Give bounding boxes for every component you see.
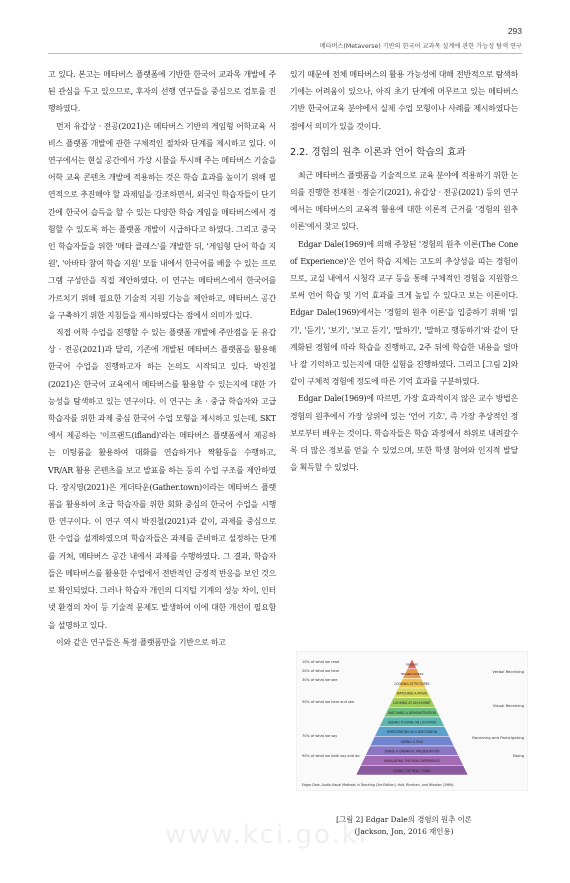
- right-column-intro: [290, 66, 518, 135]
- cone-tier-label: LOOKING AT AN EXHIBIT: [393, 701, 431, 706]
- right-column-body: [290, 167, 518, 477]
- cone-tier-label: WATCHING A DEMONSTRATION: [388, 710, 436, 715]
- retention-label: 50% of what we hear and see: [302, 700, 355, 704]
- header-divider: [48, 53, 522, 54]
- learning-mode-label: Visual Receiving: [493, 703, 524, 708]
- learning-mode-label: Doing: [512, 753, 524, 758]
- paragraph: 최근 메타버스 플랫폼을 기술적으로 교육 분야에 적용하기 위한 논의를 진행한 전재천 · 정순기(2021), 유갑상 · 전공(2021) 등의 연구에서는 메타버스의 교육적 활용에 대한 이론적 근거를 '경험의 원추 이론'에서 찾고 있다.: [290, 170, 518, 232]
- paragraph: 있기 때문에 전체 메타버스의 활용 가능성에 대해 전반적으로 탐색하기에는 어려움이 있으나, 아직 초기 단계에 머무르고 있는 메타버스 기반 한국어교육 분야에서 실제 수업 모형이나 사례를 제시하였다는 점에서 의미가 있을 것이다.: [290, 70, 518, 131]
- cone-tier-label: READING: [406, 663, 418, 667]
- retention-label: 30% of what we see: [302, 678, 338, 682]
- retention-label: 10% of what we read: [302, 660, 340, 664]
- cone-tier-label: PARTICIPATING IN A DISCUSSION: [386, 730, 438, 735]
- watermark: www.kci.go.kr: [165, 820, 372, 850]
- cone-diagram: [296, 651, 528, 791]
- paragraph: Edgar Dale(1969)에 의해 주창된 '경험의 원추 이론(The Cone of Experience)'은 언어 학습 지체는 고도의 추상성을 띠는 경험이므로, 교실 내에서 시청각 교구 등을 통해 구체적인 경험을 지원함으로써 언어 학습 및 기억 효과를 크게 높일 수 있다고 보는 이론이다. Edgar Dale(1969)에서는 '경험의 원추 이론'을 입증하기 위해 '읽기', '듣기', '보기', '보고 듣기', '말하기', '말하고 행동하기'와 같이 단계화된 경험에 따라 학습을 진행하고, 2주 뒤에 학습한 내용을 얼마나 잘 기억하고 있는지에 대한 실험을 진행하였다. 그리고 [그림 2]와 같이 구체적 경험에 정도에 따른 기억 효과를 구분하였다.: [290, 239, 518, 387]
- cone-tier-label: DOING THE REAL THING: [393, 768, 431, 773]
- retention-label: 70% of what we say: [302, 734, 338, 738]
- paragraph: 이와 같은 연구들은 특정 플랫폼만을 기반으로 하고: [56, 637, 226, 647]
- figure-source: Edgar Dale, Audio-Visual Methods in Teaching (3rd Edition), Holt, Rinehart, and Winston (1969).: [302, 783, 455, 787]
- section-heading: 2.2. 경험의 원추 이론과 언어 학습의 효과: [290, 146, 466, 158]
- paragraph: Edgar Dale(1969)에 따르면, 가장 효과적이지 않은 교수 방법은 경험의 원추에서 가장 상위에 있는 '언어 기호', 즉 가장 추상적인 정보로부터 배우는 것이다. 학습자들은 학습 과정에서 하위로 내려갈수록 더 많은 정보를 얻을 수 있었으며, 또한 학생 참여와 인지적 발달을 획득할 수 있었다.: [290, 394, 518, 473]
- retention-label: 20% of what we hear: [302, 669, 340, 673]
- running-title: 메타버스(Metaverse) 기반의 한국어 교과목 설계에 관한 가능성 탐색 연구: [319, 43, 522, 50]
- retention-label: 90% of what we both say and do: [302, 754, 360, 758]
- paragraph: 고 있다. 본고는 메타버스 플랫폼에 기반한 한국어 교과목 개발에 주된 관심을 두고 있으므로, 후자의 선행 연구들을 중심으로 검토를 진행하였다.: [48, 70, 276, 114]
- cone-tier-label: HEARING WORDS: [400, 673, 424, 677]
- cone-tier-label: WATCHING A MOVIE: [396, 691, 428, 696]
- cone-tier-label: LOOKING AT PICTURES: [394, 681, 430, 686]
- right-column: [290, 66, 518, 476]
- cone-tier-label: DOING A DRAMATIC PRESENTATION: [384, 749, 440, 754]
- cone-tier-label: SIMULATING THE REAL EXPERIENCE: [384, 759, 440, 764]
- cone-tier-label: SEEING IT DONE ON LOCATION: [388, 720, 436, 725]
- paragraph: 먼저 유갑상 · 전공(2021)은 메타버스 기반의 게임형 어학교육 서비스 플랫폼 개발에 관한 구체적인 절차와 단계를 제시하고 있다. 이 연구에서는 현실 공간에서 가상 시뮬을 투시해 주는 메타버스 기술을 어학 교육 콘텐츠 개발에 적용하는 것은 학습 효과를 높이기 위해 필연적으로 추진해야 할 과제임을 강조하면서, 외국인 학습자들이 단기간에 한국어 습득을 할 수 있는 다양한 학습 게임을 메타버스에서 경험할 수 있도록 하는 플랫폼 개발이 시급하다고 하였다. 그리고 중국인 학습자들을 위한 '메타 클래스'를 개발한 뒤, '게임형 단어 학습 지원', '아바타 참여 학습 지원' 모듈 내에서 한국어를 배울 수 있는 프로그램 구성안을 직접 제안하였다. 이 연구는 메타버스에서 한국어를 가르치기 위해 필요한 기술적 지원 기능을 제안하고, 메타버스 공간을 구축하기 위한 지침들을 제시하였다는 점에서 의미가 있다.: [48, 121, 276, 320]
- left-column: [48, 66, 276, 651]
- figure-caption-citation: (Jackson, Jon, 2016 재인용): [354, 827, 454, 836]
- figure-caption-title: [그림 2] Edgar Dale의 경험의 원추 이론: [336, 815, 472, 824]
- learning-mode-label: Verbal Receiving: [492, 669, 524, 674]
- page-number: 293: [507, 26, 522, 36]
- cone-tier-label: GIVING A TALK: [400, 739, 424, 744]
- learning-mode-label: Receiving and Participating: [472, 735, 524, 740]
- paragraph: 직접 어학 수업을 진행할 수 있는 플랫폼 개발에 주안점을 둔 유갑상 · 전공(2021)과 달리, 기존에 개발된 메타버스 플랫폼을 활용해 한국어 수업을 진행하고자 하는 논의도 시작되고 있다. 박진철(2021)은 한국어 교육에서 메타버스를 활용할 수 있는지에 대한 가능성을 탐색하고 있는 연구이다. 이 연구는 초 · 중급 학습자와 고급 학습자를 위한 과제 중심 한국어 수업 모형을 제시하고 있는데, SKT에서 제공하는 '이프랜드(ifland)'라는 메타버스 플랫폼에서 제공하는 미팅룸을 활용하여 대화를 연습하거나 짝활동을 수행하고, VR/AR 활용 콘텐츠를 보고 발표를 하는 등의 수업 구조를 제안하였다. 장지영(2021)은 게더타운(Gather.town)이라는 메타버스 플랫폼을 활용하여 초급 학습자를 위한 회화 중심의 한국어 수업을 시행한 연구이다. 이 연구 역시 박진철(2021)과 같이, 과제를 중심으로 한 수업을 설계하였으며 학습자들은 과제를 준비하고 설정하는 단계를 거쳐, 메타버스 공간 내에서 과제를 수행하였다. 그 결과, 학습자들은 메타버스를 활용한 수업에서 전반적인 긍정적 반응을 보인 것으로 확인되었다. 그러나 학습자 개인의 디지털 기계의 성능 차이, 인터넷 환경의 차이 등 기술적 문제도 발생하여 이에 대한 개선이 필요함을 설명하고 있다.: [48, 328, 276, 630]
